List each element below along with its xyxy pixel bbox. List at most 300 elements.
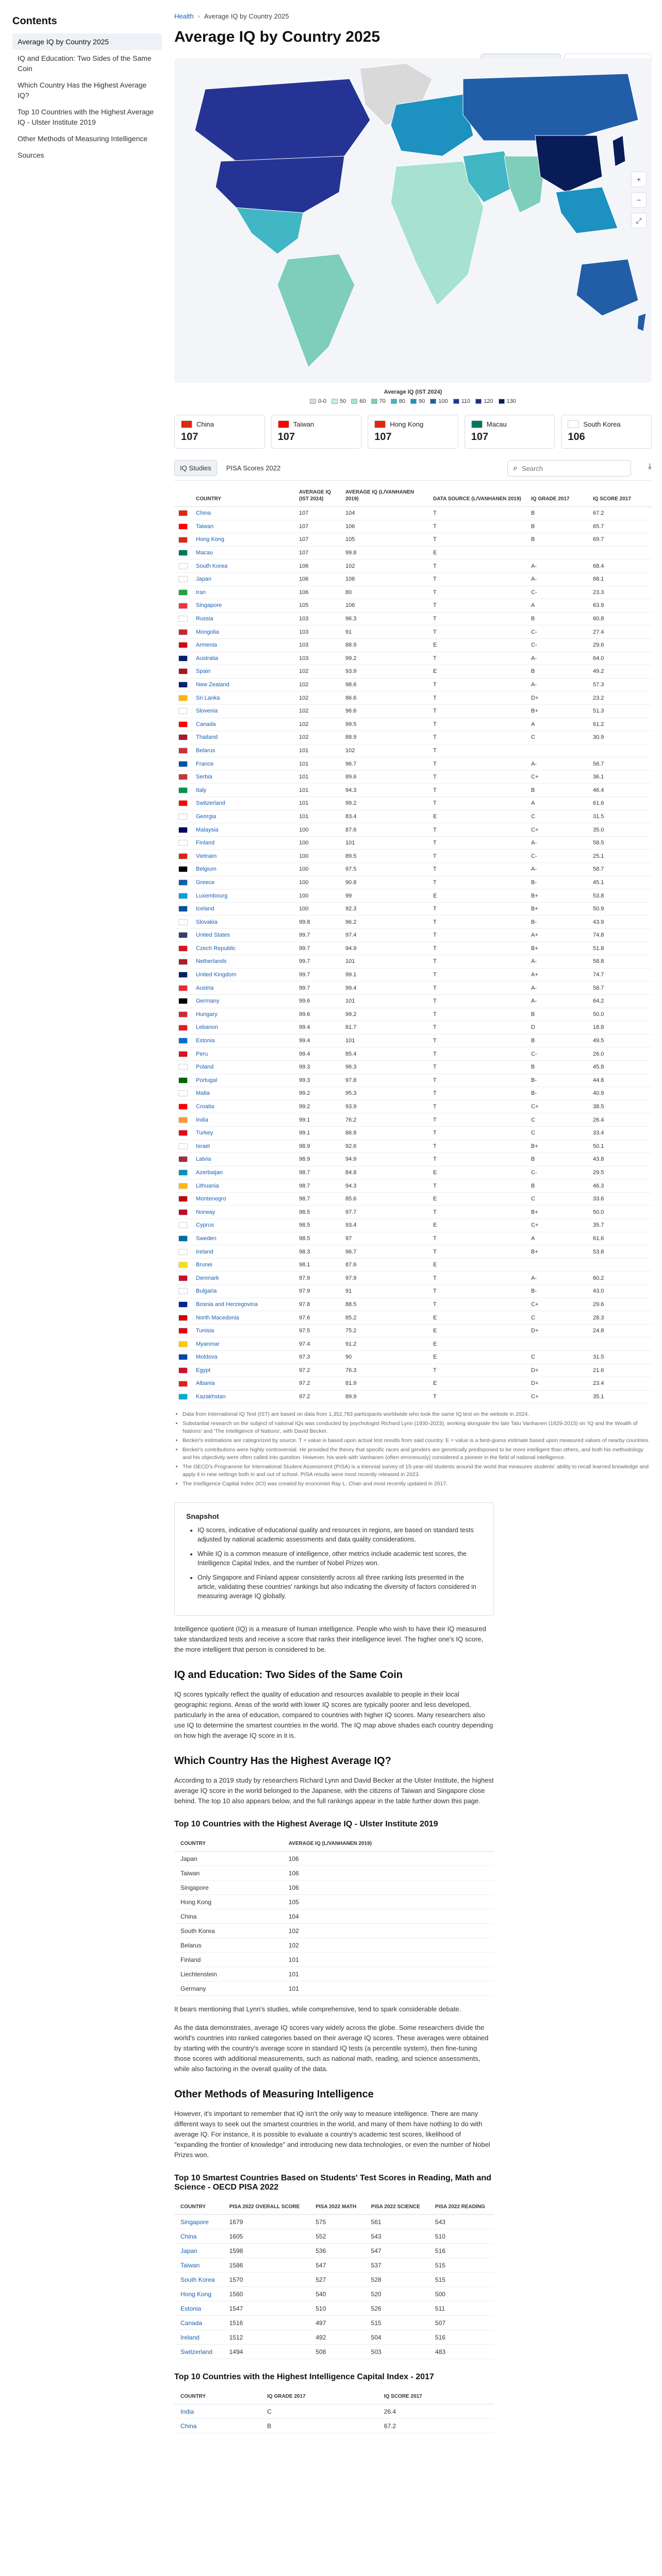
country-link[interactable]: Hungary [196,1011,218,1018]
table-row [174,757,652,771]
download-icon[interactable]: ⤓ [648,462,652,471]
country-link[interactable]: Georgia [196,813,217,820]
country-link[interactable]: Switzerland [196,800,225,807]
map-mexico-central-america[interactable] [236,208,303,254]
table-cell: 99.4 [295,1034,341,1047]
table-of-contents [12,15,162,163]
table-row [174,1866,494,1880]
table-row [174,1272,652,1285]
country-link[interactable]: Lebanon [196,1024,218,1031]
table-cell: A- [527,863,589,876]
flag-icon [178,1011,188,1018]
table-cell: 103 [295,625,341,639]
table-cell: T [429,560,527,573]
country-link[interactable]: Albania [196,1380,215,1387]
table-cell: A [527,1232,589,1245]
legend-label: 70 [379,398,386,404]
table-cell: D+ [527,1364,589,1377]
flag-cell [174,836,192,850]
table-cell: T [429,955,527,969]
table-row [174,2301,494,2316]
flag-cell [174,770,192,784]
table-cell: 1547 [223,2301,310,2316]
card-value: 107 [181,431,198,443]
col-iq-ist[interactable]: AVERAGE IQ (IST 2024) [295,485,341,507]
country-link[interactable]: Malaysia [196,826,219,833]
table-cell: 92.3 [341,902,429,916]
map-russia[interactable] [463,74,638,141]
table-cell: E [429,889,527,903]
country-link[interactable]: Croatia [196,1104,214,1110]
search-input[interactable] [522,465,625,472]
table-cell [527,1258,589,1272]
country-link[interactable]: Brunei [196,1262,212,1268]
table-cell: 91 [341,625,429,639]
breadcrumb-link[interactable]: Health [174,12,194,20]
table-cell [174,2301,223,2316]
country-link[interactable]: Belgium [196,866,217,873]
note-item: • Becker's estimations are categorized by source. T = value is based upon actual test results from said country. E = value is a best-guess estimate based upon measured values of nearby countries. [183,1437,652,1445]
country-cell [192,1285,295,1298]
table-cell: China [174,1909,283,1924]
table-cell: T [429,1087,527,1100]
table-cell: B- [527,1285,589,1298]
table-row [174,1034,652,1047]
flag-cell [174,704,192,718]
country-link[interactable]: Hong Kong [180,2290,212,2298]
map-southeast-asia[interactable] [556,187,618,233]
table-cell: 99 [341,889,429,903]
toc-item[interactable]: Sources [18,151,44,159]
country-link[interactable]: Taiwan [196,523,214,530]
table-cell: D+ [527,1324,589,1337]
flag-cell [174,572,192,586]
country-link[interactable]: Macau [196,550,213,556]
toc-item[interactable]: Average IQ by Country 2025 [12,33,162,50]
country-link[interactable]: Estonia [196,1038,215,1044]
country-link[interactable]: Hong Kong [196,536,225,543]
country-link[interactable]: Bosnia and Herzegovina [196,1301,258,1308]
table-cell: C [527,1126,589,1140]
table-cell: T [429,863,527,876]
table-cell: 74.7 [589,968,652,981]
tab-pisa-scores[interactable]: PISA Scores 2022 [226,464,281,472]
table-cell: 91.2 [341,1337,429,1351]
table-row [174,652,652,665]
table-row [174,1113,652,1127]
country-link[interactable]: South Korea [196,563,228,569]
table-cell: 88.5 [341,1298,429,1311]
flag-icon [178,787,188,793]
table-cell: 98.7 [295,1179,341,1193]
country-cell [192,718,295,731]
country-link[interactable]: United Kingdom [196,972,237,978]
country-link[interactable]: Ireland [196,1248,213,1255]
table-cell: 106 [341,520,429,533]
country-link[interactable]: Iceland [196,906,214,912]
country-link[interactable]: Taiwan [180,2261,200,2269]
country-link[interactable]: Montenegro [196,1196,226,1202]
table-cell: 104 [283,1909,494,1924]
country-link[interactable]: Italy [196,787,207,793]
flag-cell [174,1166,192,1179]
country-link[interactable]: Luxembourg [196,892,228,899]
table-cell: 81.9 [341,1377,429,1391]
flag-icon [178,1328,188,1334]
table-cell: 511 [429,2301,494,2316]
legend-label: 80 [399,398,406,404]
country-link[interactable]: Azerbaijan [196,1169,223,1176]
fullscreen-icon[interactable]: ⤢ [631,213,647,228]
table-row [174,863,652,876]
country-link[interactable]: Japan [180,2247,197,2255]
country-link[interactable]: Malta [196,1090,210,1097]
table-cell: 97.2 [295,1390,341,1403]
country-cell [192,1060,295,1074]
country-link[interactable]: Slovakia [196,919,218,925]
country-link[interactable]: Spain [196,668,211,675]
country-link[interactable]: Russia [196,616,213,622]
paragraph: IQ scores typically reflect the quality of education and resources available to people in their local geographic regions. Areas of the world with lower IQ scores are typically poorer and less developed, particularly in the area of education, compared to countries with higher IQ scores. Many researchers also use IQ to determine the smartest countries in the world. The IQ map above shades each country depending on how high the average IQ score in it is. [174,1690,493,1740]
table-cell: 97.2 [295,1364,341,1377]
paragraph: It bears mentioning that Lynn's studies, while comprehensive, tend to spark considerable debate. [174,2005,461,2013]
country-cell [192,810,295,823]
table-cell: Belarus [174,1938,283,1953]
table-cell: 105 [341,533,429,547]
country-link[interactable]: Vietnam [196,853,217,859]
legend-swatch [410,398,425,404]
country-cell [192,1206,295,1219]
table-cell: C [527,810,589,823]
table-cell: 102 [295,718,341,731]
country-link[interactable]: Armenia [196,642,217,649]
country-link[interactable]: Thailand [196,734,218,741]
country-link[interactable]: United States [196,932,230,939]
flag-icon [178,1170,188,1176]
table-cell: 543 [365,2229,429,2244]
note-item: • Becker's contributions were highly controversial. He provided the theory that specific races and genders are genetically predisposed to be more intelligent than others, and both his methodology and his objectivity were often called into question. However, his work with Vanhanen (often erroneously) considered a pioneer in the field of national intelligence. [183,1446,652,1462]
flag-cell [174,784,192,797]
flag-cell [174,1206,192,1219]
table-cell: 46.3 [589,1179,652,1193]
col-iq-score[interactable]: IQ SCORE 2017 [589,485,652,507]
table-cell: D+ [527,1377,589,1391]
col-country[interactable]: COUNTRY [192,485,295,507]
zoom-in-icon[interactable]: + [631,172,647,187]
table-cell: 98.5 [295,1206,341,1219]
country-link[interactable]: France [196,760,214,767]
country-link[interactable]: Tunisia [196,1328,214,1334]
table-cell: T [429,731,527,744]
table-cell: 98.3 [295,1245,341,1259]
table-cell: C [261,2404,378,2419]
table-cell: 53.8 [589,1245,652,1259]
table-row [174,546,652,560]
table-row [174,1060,652,1074]
table-row [174,994,652,1008]
country-link[interactable]: Israel [196,1143,210,1149]
flag-icon [178,1394,188,1400]
toc-item[interactable]: Other Methods of Measuring Intelligence [18,134,148,143]
table-cell [174,2258,223,2273]
table-cell: 101 [341,836,429,850]
table-cell: 101 [295,784,341,797]
table-row [174,1351,652,1364]
table-cell: T [429,520,527,533]
table-cell: B [527,612,589,625]
country-cell [192,757,295,771]
table-cell: 105 [283,1895,494,1909]
flag-icon [278,420,289,428]
country-link[interactable]: Ireland [180,2333,200,2341]
table-cell: 94.3 [341,1179,429,1193]
toc-item[interactable]: IQ and Education: Two Sides of the Same Coin [18,54,152,73]
country-link[interactable]: Sweden [196,1235,217,1242]
map-usa[interactable] [216,156,344,213]
main-content [174,0,652,2433]
table-row [174,810,652,823]
flag-icon [178,616,188,622]
country-link[interactable]: Australia [196,655,218,662]
table-tabs [174,460,652,481]
map-china[interactable] [535,135,602,192]
country-link[interactable]: Norway [196,1209,216,1215]
country-cell [192,1074,295,1087]
table-cell [589,546,652,560]
country-link[interactable]: Sri Lanka [196,694,220,701]
t1-col: AVERAGE IQ (L/VANHANEN 2019) [283,1836,494,1852]
country-link[interactable]: Serbia [196,774,212,781]
map-south-america[interactable] [277,254,355,367]
country-link[interactable]: Belarus [196,747,216,754]
flag-icon [178,721,188,727]
flag-icon [178,1143,188,1149]
country-link[interactable]: China [196,510,211,517]
table-cell: B+ [527,704,589,718]
table-cell: T [429,1153,527,1166]
country-link[interactable]: Singapore [196,602,222,609]
table-cell: B [527,1008,589,1021]
table-row [174,1967,494,1981]
country-link[interactable]: Denmark [196,1275,219,1281]
card-value: 106 [568,431,585,443]
table-row [174,1377,652,1391]
flag-icon [178,959,188,965]
table-row [174,2287,494,2301]
country-link[interactable]: Slovenia [196,708,218,715]
country-link[interactable]: Greece [196,879,215,886]
country-link[interactable]: Poland [196,1064,214,1071]
country-link[interactable]: Czech Republic [196,945,236,952]
table-cell: 56.7 [589,757,652,771]
table-cell: 58.7 [589,863,652,876]
country-cell [192,691,295,705]
country-link[interactable]: Netherlands [196,958,227,965]
flag-icon [178,1090,188,1096]
table-cell: 96.6 [341,704,429,718]
table-body [174,507,652,1403]
country-link[interactable]: Myanmar [196,1341,220,1347]
flag-cell [174,1100,192,1113]
table-cell: 102 [295,704,341,718]
table-cell: 1516 [223,2316,310,2330]
table-cell: 107 [295,533,341,547]
flag-cell [174,968,192,981]
flag-icon [178,932,188,938]
flag-icon [181,420,192,428]
table-cell: 98.5 [295,1219,341,1232]
table-cell: B+ [527,942,589,955]
table-cell: 29.6 [589,638,652,652]
country-link[interactable]: Canada [196,721,216,727]
table-cell: 49.2 [589,665,652,679]
flag-cell [174,1074,192,1087]
country-link[interactable]: Estonia [180,2304,202,2312]
table-cell: 99.2 [295,1087,341,1100]
flag-icon [178,523,188,530]
table-cell: C- [527,850,589,863]
table-cell: 93.9 [341,665,429,679]
flag-icon [178,840,188,846]
country-link[interactable]: Portugal [196,1077,217,1083]
table-cell: T [429,586,527,599]
table-cell: 94.3 [341,784,429,797]
intro-paragraph: Intelligence quotient (IQ) is a measure of human intelligence. People who wish to have their IQ measured take standardized tests and receive a score that ranks their intelligence level. The higher one's IQ score, the more intelligent that person is considered to be. [174,1625,486,1654]
table-cell: A+ [527,929,589,942]
table-cell: B+ [527,1206,589,1219]
country-link[interactable]: Mongolia [196,629,219,635]
t1-col: COUNTRY [174,1836,283,1852]
tab-iq-studies[interactable]: IQ Studies [174,460,217,476]
flag-cell [174,1153,192,1166]
table-row [174,1895,494,1909]
map-europe[interactable] [391,94,473,156]
table-cell: 543 [429,2215,494,2229]
table-cell: C+ [527,770,589,784]
country-cell [192,652,295,665]
country-link[interactable]: Latvia [196,1156,211,1163]
map-new-zealand[interactable] [637,313,646,331]
table-cell: A- [527,981,589,995]
zoom-out-icon[interactable]: − [631,192,647,208]
table-row [174,638,652,652]
table-cell: C- [527,1047,589,1061]
country-link[interactable]: Kazakhstan [196,1394,226,1400]
map-japan[interactable] [613,135,625,166]
flag-icon [178,642,188,648]
table-cell: 18.8 [589,1021,652,1035]
snapshot-item: • Only Singapore and Finland appear consistently across all three ranking lists presented in the article, validating these countries' rankings but also indicating the diversity of factors considered in measuring average IQ globally. [197,1573,482,1601]
country-link[interactable]: China [180,2232,197,2240]
table-cell: 106 [295,586,341,599]
table-row [174,1852,494,1866]
country-link[interactable]: Austria [196,985,214,991]
table-cell: 98.6 [341,678,429,691]
col-iq-grade[interactable]: IQ GRADE 2017 [527,485,589,507]
country-link[interactable]: Singapore [180,2218,209,2226]
table-cell [174,2345,223,2359]
country-link[interactable]: Finland [196,840,215,846]
flag-cell [174,1337,192,1351]
table-cell: T [429,1021,527,1035]
table-cell [527,1337,589,1351]
country-link[interactable]: Bulgaria [196,1288,217,1295]
table-cell: 86.8 [341,1126,429,1140]
flag-cell [174,586,192,599]
country-link[interactable]: Switzerland [180,2348,213,2355]
country-link[interactable]: India [196,1116,208,1123]
table-row [174,2273,494,2287]
flag-icon [178,1249,188,1255]
table-row [174,2330,494,2345]
flag-cell [174,678,192,691]
country-link[interactable]: India [180,2408,194,2415]
table-cell: A- [527,652,589,665]
table-cell: 99.2 [341,1008,429,1021]
country-cell [192,955,295,969]
country-link[interactable]: North Macedonia [196,1314,239,1321]
country-link[interactable]: Egypt [196,1367,211,1374]
flag-icon [178,827,188,833]
country-link[interactable]: South Korea [180,2276,215,2283]
country-cell [192,1298,295,1311]
country-link[interactable]: China [180,2422,197,2430]
legend-color [332,399,338,404]
country-cell [192,586,295,599]
map-australia[interactable] [576,259,638,316]
table-cell: E [429,1351,527,1364]
country-link[interactable]: Turkey [196,1130,213,1137]
country-link[interactable]: Germany [196,998,220,1005]
country-link[interactable]: Moldova [196,1354,218,1361]
table-cell: 60.8 [589,612,652,625]
country-link[interactable]: New Zealand [196,682,229,688]
toc-item[interactable]: Top 10 Countries with the Highest Average IQ - Ulster Institute 2019 [18,108,154,126]
flag-cell [174,1324,192,1337]
t2-col: PISA 2022 READING [429,2199,494,2215]
world-map[interactable] [174,58,652,383]
country-link[interactable]: Cyprus [196,1222,214,1229]
table-cell: 99.7 [295,929,341,942]
country-link[interactable]: Canada [180,2319,203,2327]
country-link[interactable]: Iran [196,589,206,596]
table-cell: T [429,1390,527,1403]
card-country: South Korea [583,420,621,428]
subsection-heading: Top 10 Smartest Countries Based on Students' Test Scores in Reading, Math and Science - OECD PISA 2022 [174,2174,491,2192]
country-link[interactable]: Japan [196,576,211,583]
legend-color [499,399,505,404]
table-cell: 101 [341,994,429,1008]
table-cell: 87.6 [341,823,429,837]
map-canada[interactable] [195,79,370,161]
col-iq-lv[interactable]: AVERAGE IQ (L/VANHANEN 2019) [341,485,429,507]
country-link[interactable]: Lithuania [196,1182,219,1189]
table-cell: 537 [365,2258,429,2273]
flag-cell [174,652,192,665]
country-link[interactable]: Peru [196,1050,208,1057]
country-cell [192,1047,295,1061]
table-cell: D [527,1021,589,1035]
table-row [174,1324,652,1337]
col-data-source[interactable]: DATA SOURCE (L/VANHANEN 2019) [429,485,527,507]
flag-icon [178,734,188,740]
legend-title: Average IQ (IST 2024) [384,389,442,395]
country-cell [192,625,295,639]
note-item: • Data from International IQ Test (IST) are based on data from 1,352,783 participants worldwide who took the same IQ test on the website in 2024. [183,1411,652,1418]
toc-item[interactable]: Which Country Has the Highest Average IQ? [18,81,147,99]
country-cell [192,1311,295,1325]
country-card [561,415,652,449]
